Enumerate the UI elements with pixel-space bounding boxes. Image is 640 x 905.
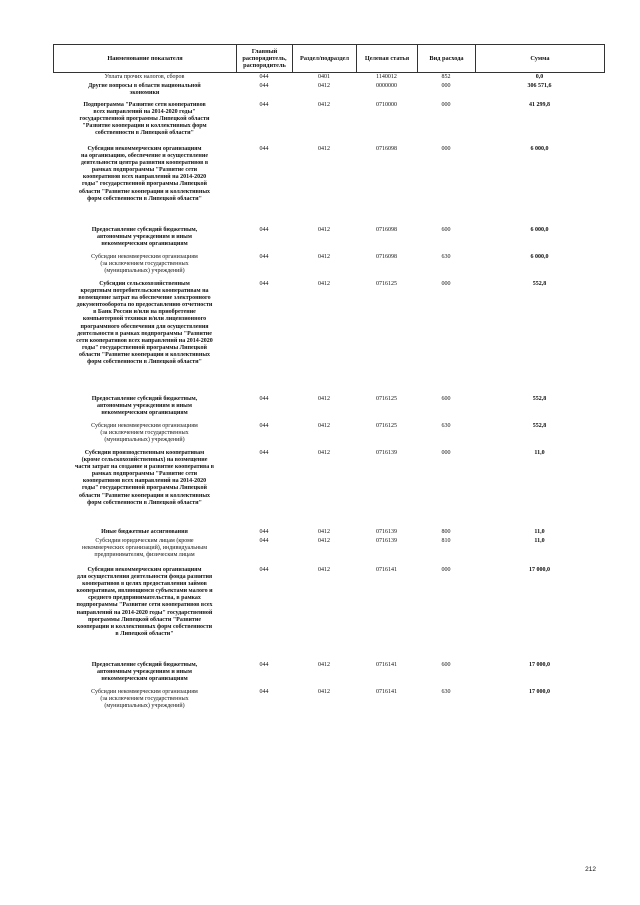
row-vid: 630 — [441, 689, 451, 695]
row-vid: 630 — [441, 423, 451, 429]
row-cel: 0716125 — [376, 423, 397, 429]
row-glav: 044 — [259, 529, 269, 535]
row-name: Предоставление субсидий бюджетным, автономным учреждениям и иным некоммерческим организациям — [91, 662, 198, 683]
row-cel: 0716139 — [376, 529, 397, 535]
row-name: Субсидии некоммерческим организациям на организацию, обеспечение и осуществление деятельности центра развития кооперативов в рамках подпрограммы "Развитие сети кооперативов всех направлений на 2014-2020 годы" государственной программы Липецкой области "Развитие кооперации и коллективных форм собственности в Липецкой области" — [78, 146, 211, 202]
row-cel: 0716098 — [376, 254, 397, 260]
row-vid: 800 — [441, 529, 451, 535]
row-name: Иные бюджетные ассигнования — [101, 529, 188, 535]
row-name: Уплата прочих налогов, сборов — [104, 74, 185, 80]
row-razd: 0412 — [318, 538, 330, 544]
row-glav: 044 — [259, 538, 269, 544]
row-vid: 000 — [441, 450, 451, 456]
row-vid: 630 — [441, 254, 451, 260]
row-name: Подпрограмма "Развитие сети кооперативов всех направлений на 2014-2020 годы" государственной программы Липецкой области "Развитие кооперации и коллективных форм собственности в Липецкой области" — [79, 102, 210, 137]
row-razd: 0412 — [318, 102, 330, 108]
row-vid: 000 — [441, 102, 451, 108]
row-sum: 0,0 — [535, 74, 544, 80]
row-cel: 0710000 — [376, 102, 397, 108]
row-razd: 0412 — [318, 83, 330, 89]
row-glav: 044 — [259, 254, 269, 260]
row-glav: 044 — [259, 662, 269, 668]
row-razd: 0412 — [318, 567, 330, 573]
row-cel: 0716125 — [376, 281, 397, 287]
row-cel: 0716125 — [376, 396, 397, 402]
header-sum: Сумма — [476, 45, 605, 73]
row-cel: 0716139 — [376, 450, 397, 456]
row-sum: 6 000,0 — [530, 146, 549, 152]
row-cel: 0716141 — [376, 689, 397, 695]
row-cel: 0000000 — [376, 83, 397, 89]
row-razd: 0412 — [318, 396, 330, 402]
budget-table-header — [53, 44, 605, 73]
row-razd: 0412 — [318, 423, 330, 429]
row-name: Субсидии юридическим лицам (кроме некоммерческих организаций), индивидуальным предпринимателям, физическим лицам — [82, 538, 207, 559]
row-cel: 0716098 — [376, 227, 397, 233]
row-sum: 17 000,0 — [529, 662, 550, 668]
row-vid: 852 — [441, 74, 451, 80]
row-glav: 044 — [259, 281, 269, 287]
row-vid: 600 — [441, 662, 451, 668]
row-cel: 0716141 — [376, 567, 397, 573]
row-vid: 600 — [441, 396, 451, 402]
row-name: Субсидии некоммерческим организациям (за исключением государственных (муниципальных) учреждений) — [91, 254, 198, 275]
row-cel: 0716139 — [376, 538, 397, 544]
row-name: Субсидии производственным кооперативам (кроме сельскохозяйственных) на возмещение части затрат на создание и развитие кооператива в рамках подпрограммы "Развитие сети кооперативов всех направлений на 2014-2020 годы" государственной программы Липецкой области "Развитие кооперации и коллективных форм собственности в Липецкой области" — [75, 450, 214, 506]
row-glav: 044 — [259, 450, 269, 456]
row-sum: 6 000,0 — [530, 254, 549, 260]
row-name: Другие вопросы в области национальной экономики — [88, 83, 201, 97]
row-sum: 11,0 — [534, 538, 545, 544]
row-razd: 0401 — [318, 74, 330, 80]
row-glav: 044 — [259, 146, 269, 152]
row-cel: 1140012 — [376, 74, 397, 80]
row-vid: 600 — [441, 227, 451, 233]
header-glav: Главный распорядитель, распорядитель — [237, 45, 293, 73]
row-cel: 0716098 — [376, 146, 397, 152]
row-vid: 000 — [441, 83, 451, 89]
row-glav: 044 — [259, 74, 269, 80]
row-glav: 044 — [259, 83, 269, 89]
row-name: Субсидии некоммерческим организациям (за исключением государственных (муниципальных) учреждений) — [91, 689, 198, 710]
row-razd: 0412 — [318, 281, 330, 287]
row-glav: 044 — [259, 102, 269, 108]
row-sum: 6 000,0 — [530, 227, 549, 233]
row-razd: 0412 — [318, 529, 330, 535]
row-sum: 306 571,6 — [527, 83, 552, 89]
row-razd: 0412 — [318, 450, 330, 456]
row-razd: 0412 — [318, 227, 330, 233]
row-razd: 0412 — [318, 689, 330, 695]
row-name: Субсидии сельскохозяйственным кредитным потребительским кооперативам на возмещение затрат на обеспечение электронного документооборота по предоставлению отчетности в Банк России и/или на приобретение компьютерной техники и/или лицензионного программного обеспечения для осуществления деятельности в рамках подпрограммы "Развитие сети кооперативов всех направлений на 2014-2020 годы" государственной программы Липецкой области "Развитие кооперации и коллективных форм собственности в Липецкой области" — [76, 281, 213, 366]
row-razd: 0412 — [318, 662, 330, 668]
row-glav: 044 — [259, 689, 269, 695]
row-sum: 11,0 — [534, 529, 545, 535]
header-razd: Раздел/подраздел — [293, 45, 357, 73]
row-vid: 000 — [441, 146, 451, 152]
row-sum: 552,8 — [532, 281, 547, 287]
row-vid: 810 — [441, 538, 451, 544]
row-sum: 552,8 — [532, 423, 547, 429]
row-sum: 17 000,0 — [529, 689, 550, 695]
row-razd: 0412 — [318, 254, 330, 260]
row-name: Предоставление субсидий бюджетным, автономным учреждениям и иным некоммерческим организациям — [91, 227, 198, 248]
row-cel: 0716141 — [376, 662, 397, 668]
row-sum: 17 000,0 — [529, 567, 550, 573]
header-vid: Вид расхода — [418, 45, 476, 73]
page-number: 212 — [585, 866, 596, 873]
row-glav: 044 — [259, 227, 269, 233]
row-sum: 41 299,8 — [529, 102, 550, 108]
row-name: Предоставление субсидий бюджетным, автономным учреждениям и иным некоммерческим организациям — [91, 396, 198, 417]
row-name: Субсидии некоммерческим организациям для осуществления деятельности фонда развития кооперативов в целях предоставления займов кооперативам, являющимся субъектами малого и среднего предпринимательства, в рамках подпрограммы "Развитие сети кооперативов всех направлений на 2014-2020 годы" государственной программы Липецкой области "Развитие кооперации и коллективных форм собственности в Липецкой области" — [76, 567, 213, 637]
row-glav: 044 — [259, 396, 269, 402]
row-glav: 044 — [259, 423, 269, 429]
header-name: Наименование показателя — [54, 45, 237, 73]
row-razd: 0412 — [318, 146, 330, 152]
row-vid: 000 — [441, 281, 451, 287]
row-vid: 000 — [441, 567, 451, 573]
header-cel: Целевая статья — [357, 45, 418, 73]
row-name: Субсидии некоммерческим организациям (за исключением государственных (муниципальных) учреждений) — [91, 423, 198, 444]
row-glav: 044 — [259, 567, 269, 573]
row-sum: 11,0 — [534, 450, 545, 456]
row-sum: 552,8 — [532, 396, 547, 402]
